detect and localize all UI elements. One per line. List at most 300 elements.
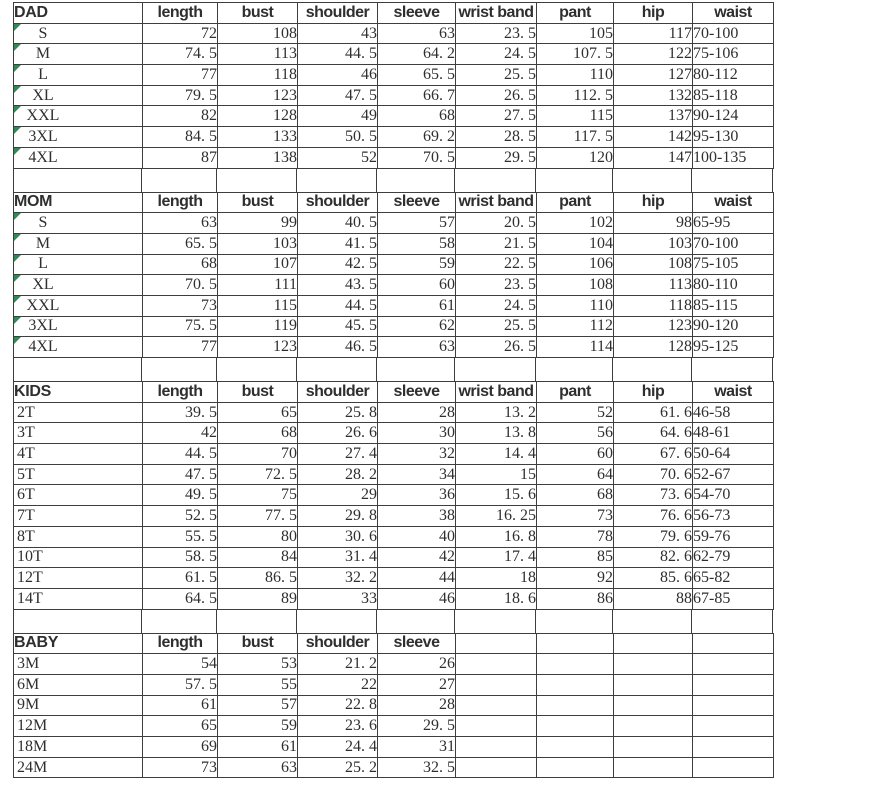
value-cell: 58 xyxy=(378,233,456,254)
value-cell xyxy=(693,737,774,758)
column-header-empty xyxy=(614,633,693,654)
value-cell: 104 xyxy=(537,233,614,254)
column-header-pant: pant xyxy=(537,382,614,403)
size-label-cell xyxy=(14,423,143,444)
section-title-dad: DAD xyxy=(14,3,143,24)
value-cell xyxy=(537,716,614,737)
value-cell: 14. 4 xyxy=(456,444,537,465)
value-cell: 57 xyxy=(218,695,298,716)
value-cell: 127 xyxy=(614,65,693,86)
size-label-cell xyxy=(14,337,143,358)
empty-cell xyxy=(13,610,142,633)
size-label-cell xyxy=(14,127,143,148)
column-header-shoulder: shoulder xyxy=(298,633,378,654)
size-label: S xyxy=(38,214,48,232)
value-cell: 63 xyxy=(218,757,298,778)
value-cell: 73 xyxy=(537,506,614,527)
value-cell: 54 xyxy=(143,654,218,675)
value-cell: 85-115 xyxy=(693,295,774,316)
empty-cell xyxy=(536,610,613,633)
value-cell: 59 xyxy=(378,254,456,275)
size-label: 7T xyxy=(17,506,35,524)
value-cell: 52-67 xyxy=(693,464,774,485)
value-cell: 54-70 xyxy=(693,485,774,506)
value-cell xyxy=(537,757,614,778)
value-cell: 25. 8 xyxy=(298,402,378,423)
value-cell: 26. 6 xyxy=(298,423,378,444)
empty-cell xyxy=(692,169,773,192)
value-cell: 75-105 xyxy=(693,254,774,275)
size-label-cell xyxy=(14,316,143,337)
size-label: 12M xyxy=(17,717,48,735)
table-row xyxy=(14,716,774,737)
value-cell xyxy=(693,716,774,737)
column-header-bust: bust xyxy=(218,633,298,654)
size-label-cell xyxy=(14,85,143,106)
value-cell: 108 xyxy=(614,254,693,275)
value-cell: 47. 5 xyxy=(298,85,378,106)
size-label-cell xyxy=(14,757,143,778)
value-cell: 15 xyxy=(456,464,537,485)
size-label-cell xyxy=(14,65,143,86)
value-cell: 26 xyxy=(378,654,456,675)
value-cell: 53 xyxy=(218,654,298,675)
value-cell: 44. 5 xyxy=(298,44,378,65)
size-label-cell xyxy=(14,506,143,527)
value-cell: 61. 6 xyxy=(614,402,693,423)
size-label-cell xyxy=(14,737,143,758)
cell-error-flag-triangle-icon xyxy=(14,296,21,303)
value-cell: 57. 5 xyxy=(143,674,218,695)
value-cell: 28. 5 xyxy=(456,127,537,148)
value-cell: 128 xyxy=(218,106,298,127)
value-cell: 29 xyxy=(298,485,378,506)
value-cell: 79. 6 xyxy=(614,526,693,547)
table-row xyxy=(14,147,774,168)
value-cell: 75. 5 xyxy=(143,316,218,337)
value-cell xyxy=(537,695,614,716)
value-cell: 43 xyxy=(298,23,378,44)
value-cell xyxy=(456,695,537,716)
value-cell: 44. 5 xyxy=(143,444,218,465)
size-label: 3T xyxy=(17,424,35,442)
table-row xyxy=(14,757,774,778)
value-cell: 27. 5 xyxy=(456,106,537,127)
table-row xyxy=(14,127,774,148)
value-cell: 80-112 xyxy=(693,65,774,86)
value-cell: 123 xyxy=(218,85,298,106)
value-cell: 65 xyxy=(143,716,218,737)
value-cell: 29. 8 xyxy=(298,506,378,527)
value-cell: 73 xyxy=(143,295,218,316)
size-label: 3XL xyxy=(28,127,58,145)
value-cell: 90-124 xyxy=(693,106,774,127)
section-separator-row xyxy=(13,358,773,381)
value-cell: 33 xyxy=(298,588,378,609)
value-cell: 22 xyxy=(298,674,378,695)
value-cell: 25. 2 xyxy=(298,757,378,778)
value-cell: 29. 5 xyxy=(378,716,456,737)
size-label-cell xyxy=(14,464,143,485)
empty-cell xyxy=(455,358,536,381)
value-cell: 62-79 xyxy=(693,547,774,568)
value-cell: 28 xyxy=(378,402,456,423)
value-cell: 25. 5 xyxy=(456,65,537,86)
cell-error-flag-triangle-icon xyxy=(14,106,21,113)
value-cell: 70-100 xyxy=(693,23,774,44)
cell-error-flag-triangle-icon xyxy=(14,127,21,134)
table-row xyxy=(14,423,774,444)
column-header-length: length xyxy=(143,3,218,24)
value-cell: 82 xyxy=(143,106,218,127)
value-cell: 22. 8 xyxy=(298,695,378,716)
value-cell: 50-64 xyxy=(693,444,774,465)
table-row xyxy=(14,526,774,547)
value-cell xyxy=(693,757,774,778)
value-cell: 30 xyxy=(378,423,456,444)
cell-error-flag-triangle-icon xyxy=(14,255,21,262)
empty-cell xyxy=(142,358,217,381)
value-cell: 55 xyxy=(218,674,298,695)
value-cell: 77 xyxy=(143,337,218,358)
value-cell: 24. 5 xyxy=(456,44,537,65)
value-cell: 79. 5 xyxy=(143,85,218,106)
table-row xyxy=(14,233,774,254)
value-cell: 112 xyxy=(537,316,614,337)
size-label-cell xyxy=(14,588,143,609)
column-header-wrist-band: wrist band xyxy=(456,382,537,403)
value-cell: 21. 5 xyxy=(456,233,537,254)
value-cell: 100-135 xyxy=(693,147,774,168)
value-cell: 86. 5 xyxy=(218,568,298,589)
value-cell: 69. 2 xyxy=(378,127,456,148)
empty-cell xyxy=(297,169,377,192)
value-cell: 69 xyxy=(143,737,218,758)
value-cell: 77. 5 xyxy=(218,506,298,527)
value-cell: 78 xyxy=(537,526,614,547)
cell-error-flag-triangle-icon xyxy=(14,24,21,31)
value-cell: 117. 5 xyxy=(537,127,614,148)
value-cell: 84 xyxy=(218,547,298,568)
value-cell: 23. 5 xyxy=(456,23,537,44)
value-cell: 80-110 xyxy=(693,275,774,296)
empty-cell xyxy=(536,169,613,192)
value-cell xyxy=(537,674,614,695)
size-label: 8T xyxy=(17,527,35,545)
value-cell: 34 xyxy=(378,464,456,485)
value-cell: 61 xyxy=(143,695,218,716)
section-title-kids: KIDS xyxy=(14,382,143,403)
value-cell: 63 xyxy=(378,23,456,44)
value-cell: 107. 5 xyxy=(537,44,614,65)
value-cell: 120 xyxy=(537,147,614,168)
value-cell: 70. 5 xyxy=(378,147,456,168)
empty-cell xyxy=(613,610,692,633)
table-row xyxy=(14,275,774,296)
empty-cell xyxy=(692,610,773,633)
column-header-shoulder: shoulder xyxy=(298,3,378,24)
value-cell: 50. 5 xyxy=(298,127,378,148)
value-cell: 138 xyxy=(218,147,298,168)
value-cell: 95-130 xyxy=(693,127,774,148)
value-cell: 13. 8 xyxy=(456,423,537,444)
size-label-cell xyxy=(14,526,143,547)
value-cell: 32 xyxy=(378,444,456,465)
value-cell: 108 xyxy=(537,275,614,296)
cell-error-flag-triangle-icon xyxy=(14,275,21,282)
value-cell: 92 xyxy=(537,568,614,589)
size-label-cell xyxy=(14,295,143,316)
value-cell xyxy=(614,757,693,778)
table-row xyxy=(14,674,774,695)
value-cell: 64 xyxy=(537,464,614,485)
size-label: 2T xyxy=(17,403,35,421)
size-label: 4XL xyxy=(28,338,58,356)
value-cell: 46-58 xyxy=(693,402,774,423)
value-cell: 24. 4 xyxy=(298,737,378,758)
column-header-bust: bust xyxy=(218,382,298,403)
table-row xyxy=(14,254,774,275)
size-label-cell xyxy=(14,716,143,737)
value-cell xyxy=(456,737,537,758)
value-cell: 36 xyxy=(378,485,456,506)
cell-error-flag-triangle-icon xyxy=(14,234,21,241)
value-cell: 90-120 xyxy=(693,316,774,337)
value-cell: 118 xyxy=(218,65,298,86)
value-cell: 75 xyxy=(218,485,298,506)
value-cell: 113 xyxy=(218,44,298,65)
column-header-empty xyxy=(537,633,614,654)
table-row xyxy=(14,485,774,506)
value-cell: 28. 2 xyxy=(298,464,378,485)
empty-cell xyxy=(217,358,297,381)
value-cell: 64. 5 xyxy=(143,588,218,609)
value-cell: 15. 6 xyxy=(456,485,537,506)
size-label-cell xyxy=(14,23,143,44)
value-cell: 65. 5 xyxy=(378,65,456,86)
value-cell: 26. 5 xyxy=(456,337,537,358)
value-cell: 52. 5 xyxy=(143,506,218,527)
size-label-cell xyxy=(14,147,143,168)
column-header-length: length xyxy=(143,192,218,213)
value-cell: 59 xyxy=(218,716,298,737)
size-label: S xyxy=(38,24,48,42)
value-cell: 63 xyxy=(378,337,456,358)
column-header-wrist-band: wrist band xyxy=(456,192,537,213)
value-cell: 67-85 xyxy=(693,588,774,609)
table-row xyxy=(14,337,774,358)
value-cell: 68 xyxy=(537,485,614,506)
value-cell: 114 xyxy=(537,337,614,358)
size-table-kids xyxy=(13,381,774,610)
value-cell: 62 xyxy=(378,316,456,337)
value-cell: 137 xyxy=(614,106,693,127)
value-cell: 128 xyxy=(614,337,693,358)
column-header-sleeve: sleeve xyxy=(378,382,456,403)
table-row xyxy=(14,402,774,423)
table-row xyxy=(14,295,774,316)
value-cell: 27 xyxy=(378,674,456,695)
size-label: L xyxy=(38,255,48,273)
value-cell: 95-125 xyxy=(693,337,774,358)
value-cell: 115 xyxy=(537,106,614,127)
value-cell: 49. 5 xyxy=(143,485,218,506)
value-cell: 25. 5 xyxy=(456,316,537,337)
value-cell: 110 xyxy=(537,65,614,86)
value-cell: 64. 6 xyxy=(614,423,693,444)
size-label: 3M xyxy=(17,655,40,673)
table-row xyxy=(14,506,774,527)
value-cell: 26. 5 xyxy=(456,85,537,106)
size-label: XXL xyxy=(26,107,60,125)
value-cell: 99 xyxy=(218,213,298,234)
header-row xyxy=(14,192,774,213)
value-cell: 119 xyxy=(218,316,298,337)
value-cell: 32. 2 xyxy=(298,568,378,589)
value-cell: 18 xyxy=(456,568,537,589)
value-cell: 45. 5 xyxy=(298,316,378,337)
value-cell: 98 xyxy=(614,213,693,234)
empty-cell xyxy=(536,358,613,381)
value-cell xyxy=(693,695,774,716)
value-cell xyxy=(456,716,537,737)
column-header-waist: waist xyxy=(693,192,774,213)
column-header-length: length xyxy=(143,382,218,403)
column-header-shoulder: shoulder xyxy=(298,382,378,403)
value-cell: 17. 4 xyxy=(456,547,537,568)
value-cell: 57 xyxy=(378,213,456,234)
value-cell: 103 xyxy=(614,233,693,254)
value-cell: 16. 25 xyxy=(456,506,537,527)
column-header-hip: hip xyxy=(614,3,693,24)
cell-error-flag-triangle-icon xyxy=(14,44,21,51)
size-label: XL xyxy=(32,276,54,294)
value-cell: 122 xyxy=(614,44,693,65)
value-cell: 41. 5 xyxy=(298,233,378,254)
value-cell: 42 xyxy=(143,423,218,444)
size-label: M xyxy=(35,45,51,63)
value-cell: 108 xyxy=(218,23,298,44)
cell-error-flag-triangle-icon xyxy=(14,148,21,155)
section-separator-row xyxy=(13,169,773,192)
value-cell: 85-118 xyxy=(693,85,774,106)
table-row xyxy=(14,695,774,716)
value-cell: 80 xyxy=(218,526,298,547)
value-cell xyxy=(456,757,537,778)
column-header-sleeve: sleeve xyxy=(378,3,456,24)
value-cell: 40 xyxy=(378,526,456,547)
value-cell: 113 xyxy=(614,275,693,296)
size-label: 5T xyxy=(17,465,35,483)
value-cell: 82. 6 xyxy=(614,547,693,568)
value-cell: 21. 2 xyxy=(298,654,378,675)
table-row xyxy=(14,547,774,568)
value-cell xyxy=(614,737,693,758)
value-cell: 65-82 xyxy=(693,568,774,589)
empty-cell xyxy=(377,169,455,192)
size-label: 6T xyxy=(17,486,35,504)
table-row xyxy=(14,588,774,609)
table-row xyxy=(14,568,774,589)
column-header-sleeve: sleeve xyxy=(378,633,456,654)
value-cell: 73. 6 xyxy=(614,485,693,506)
empty-cell xyxy=(297,610,377,633)
value-cell: 133 xyxy=(218,127,298,148)
empty-cell xyxy=(142,169,217,192)
value-cell: 20. 5 xyxy=(456,213,537,234)
value-cell: 132 xyxy=(614,85,693,106)
value-cell: 85. 6 xyxy=(614,568,693,589)
value-cell: 42. 5 xyxy=(298,254,378,275)
value-cell: 110 xyxy=(537,295,614,316)
value-cell: 55. 5 xyxy=(143,526,218,547)
value-cell: 59-76 xyxy=(693,526,774,547)
value-cell: 31. 4 xyxy=(298,547,378,568)
size-label-cell xyxy=(14,275,143,296)
value-cell: 85 xyxy=(537,547,614,568)
empty-cell xyxy=(455,169,536,192)
column-header-bust: bust xyxy=(218,192,298,213)
value-cell: 106 xyxy=(537,254,614,275)
value-cell: 112. 5 xyxy=(537,85,614,106)
value-cell: 72. 5 xyxy=(218,464,298,485)
empty-cell xyxy=(13,358,142,381)
value-cell: 60 xyxy=(378,275,456,296)
value-cell: 76. 6 xyxy=(614,506,693,527)
empty-cell xyxy=(217,169,297,192)
value-cell: 13. 2 xyxy=(456,402,537,423)
value-cell: 30. 6 xyxy=(298,526,378,547)
value-cell: 47. 5 xyxy=(143,464,218,485)
size-label-cell xyxy=(14,254,143,275)
empty-cell xyxy=(613,358,692,381)
size-label-cell xyxy=(14,106,143,127)
size-label: 4T xyxy=(17,444,35,462)
value-cell: 43. 5 xyxy=(298,275,378,296)
value-cell: 103 xyxy=(218,233,298,254)
empty-cell xyxy=(217,610,297,633)
header-row xyxy=(14,3,774,24)
value-cell: 52 xyxy=(298,147,378,168)
size-label-cell xyxy=(14,547,143,568)
empty-cell xyxy=(13,169,142,192)
value-cell: 18. 6 xyxy=(456,588,537,609)
value-cell: 118 xyxy=(614,295,693,316)
value-cell: 102 xyxy=(537,213,614,234)
value-cell: 39. 5 xyxy=(143,402,218,423)
value-cell: 49 xyxy=(298,106,378,127)
value-cell: 46 xyxy=(298,65,378,86)
value-cell xyxy=(456,654,537,675)
value-cell: 29. 5 xyxy=(456,147,537,168)
value-cell: 58. 5 xyxy=(143,547,218,568)
size-label-cell xyxy=(14,568,143,589)
size-table-dad xyxy=(13,2,774,169)
value-cell: 56-73 xyxy=(693,506,774,527)
value-cell: 68 xyxy=(143,254,218,275)
empty-cell xyxy=(692,358,773,381)
size-label: L xyxy=(38,65,48,83)
value-cell: 70-100 xyxy=(693,233,774,254)
column-header-waist: waist xyxy=(693,382,774,403)
value-cell: 56 xyxy=(537,423,614,444)
value-cell: 28 xyxy=(378,695,456,716)
value-cell: 66. 7 xyxy=(378,85,456,106)
value-cell: 65 xyxy=(218,402,298,423)
table-row xyxy=(14,316,774,337)
section-separator-row xyxy=(13,610,773,633)
empty-cell xyxy=(297,358,377,381)
